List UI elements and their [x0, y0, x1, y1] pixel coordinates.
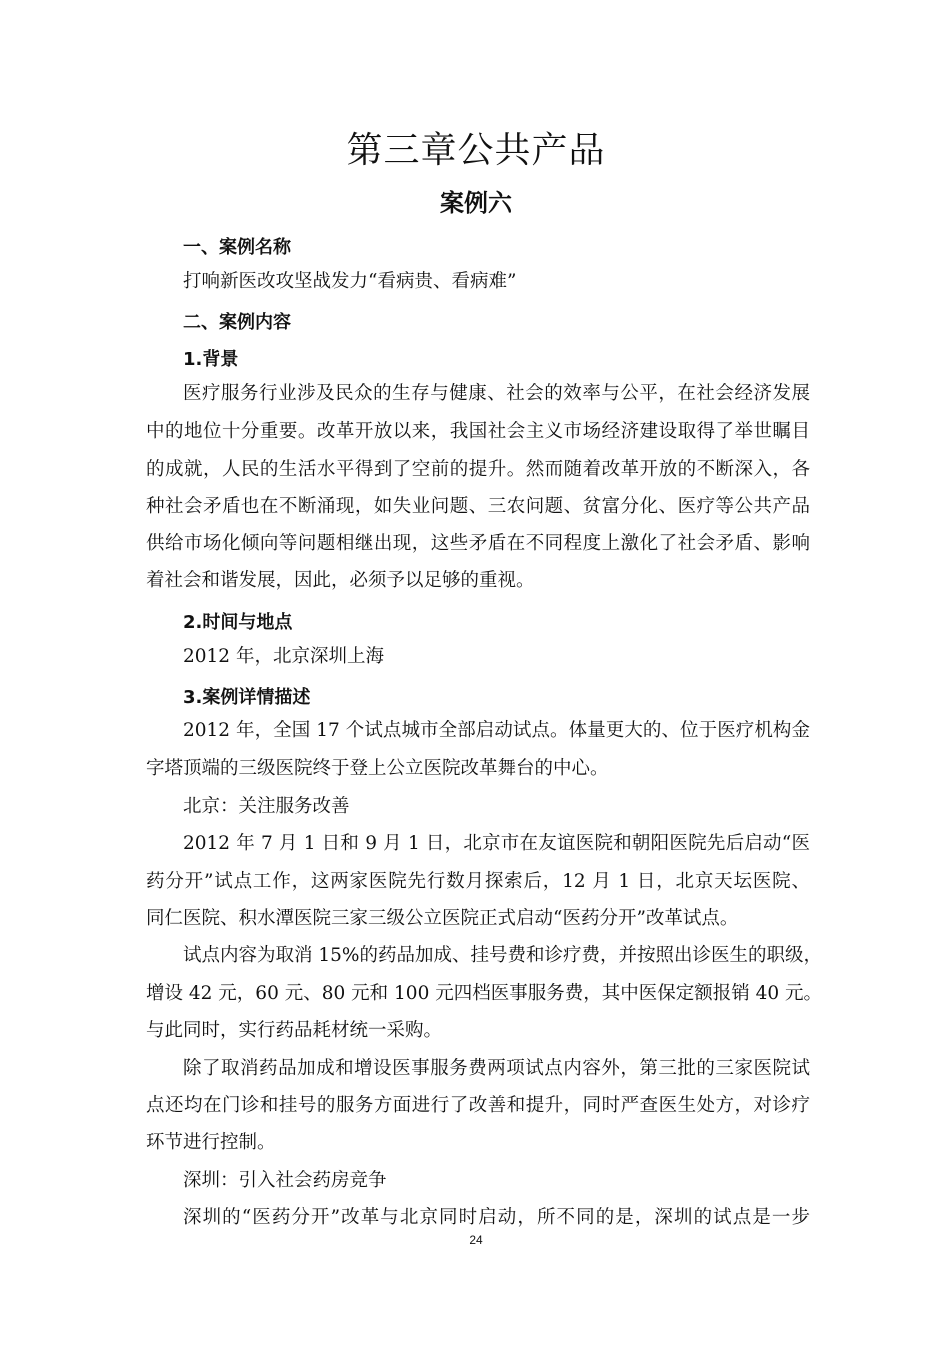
- case-title: 案例六: [440, 189, 512, 217]
- paragraph-line: 同仁医院、积水潭医院三家三级公立医院正式启动“医药分开”改革试点。: [146, 908, 739, 929]
- section-heading-case-content: 二、案例内容: [183, 312, 291, 333]
- paragraph-line: 试点内容为取消 15%的药品加成、挂号费和诊疗费，并按照出诊医生的职级，: [183, 945, 823, 966]
- subheading-time-place: 2.时间与地点: [183, 612, 293, 633]
- paragraph-line: 着社会和谐发展，因此，必须予以足够的重视。: [146, 570, 535, 591]
- page-number: 24: [469, 1233, 483, 1247]
- paragraph-line: 与此同时，实行药品耗材统一采购。: [146, 1020, 443, 1041]
- paragraph-line: 2012 年 7 月 1 日和 9 月 1 日，北京市在友谊医院和朝阳医院先后启动“医: [183, 833, 810, 854]
- paragraph-line: 点还均在门诊和挂号的服务方面进行了改善和提升，同时严查医生处方，对诊疗: [146, 1095, 810, 1116]
- subheading-case-details: 3.案例详情描述: [183, 687, 311, 708]
- paragraph-line: 增设 42 元，60 元、80 元和 100 元四档医事服务费，其中医保定额报销 40 元。: [146, 983, 823, 1004]
- paragraph-line: 中的地位十分重要。改革开放以来，我国社会主义市场经济建设取得了举世瞩目: [146, 421, 810, 442]
- paragraph-line: 北京：关注服务改善: [183, 796, 350, 817]
- paragraph-line: 深圳：引入社会药房竞争: [183, 1170, 387, 1191]
- paragraph-line: 深圳的“医药分开”改革与北京同时启动，所不同的是，深圳的试点是一步: [183, 1207, 810, 1228]
- subheading-background: 1.背景: [183, 349, 239, 370]
- paragraph-line: 医疗服务行业涉及民众的生存与健康、社会的效率与公平，在社会经济发展: [183, 383, 810, 404]
- paragraph-line: 供给市场化倾向等问题相继出现，这些矛盾在不同程度上激化了社会矛盾、影响: [146, 533, 810, 554]
- paragraph-line: 的成就，人民的生活水平得到了空前的提升。然而随着改革开放的不断深入，各: [146, 459, 810, 480]
- paragraph-line: 药分开”试点工作，这两家医院先行数月探索后，12 月 1 日，北京天坛医院、: [146, 871, 810, 892]
- paragraph-line: 种社会矛盾也在不断涌现，如失业问题、三农问题、贫富分化、医疗等公共产品: [146, 496, 810, 517]
- paragraph-line: 2012 年，全国 17 个试点城市全部启动试点。体量更大的、位于医疗机构金: [183, 720, 810, 741]
- paragraph-line: 环节进行控制。: [146, 1132, 276, 1153]
- case-name-text: 打响新医改攻坚战发力“看病贵、看病难”: [183, 271, 517, 292]
- time-place-text: 2012 年，北京深圳上海: [183, 646, 384, 667]
- section-heading-case-name: 一、案例名称: [183, 237, 291, 258]
- paragraph-line: 除了取消药品加成和增设医事服务费两项试点内容外，第三批的三家医院试: [183, 1058, 810, 1079]
- paragraph-line: 字塔顶端的三级医院终于登上公立医院改革舞台的中心。: [146, 758, 609, 779]
- chapter-title: 第三章公共产品: [346, 130, 606, 171]
